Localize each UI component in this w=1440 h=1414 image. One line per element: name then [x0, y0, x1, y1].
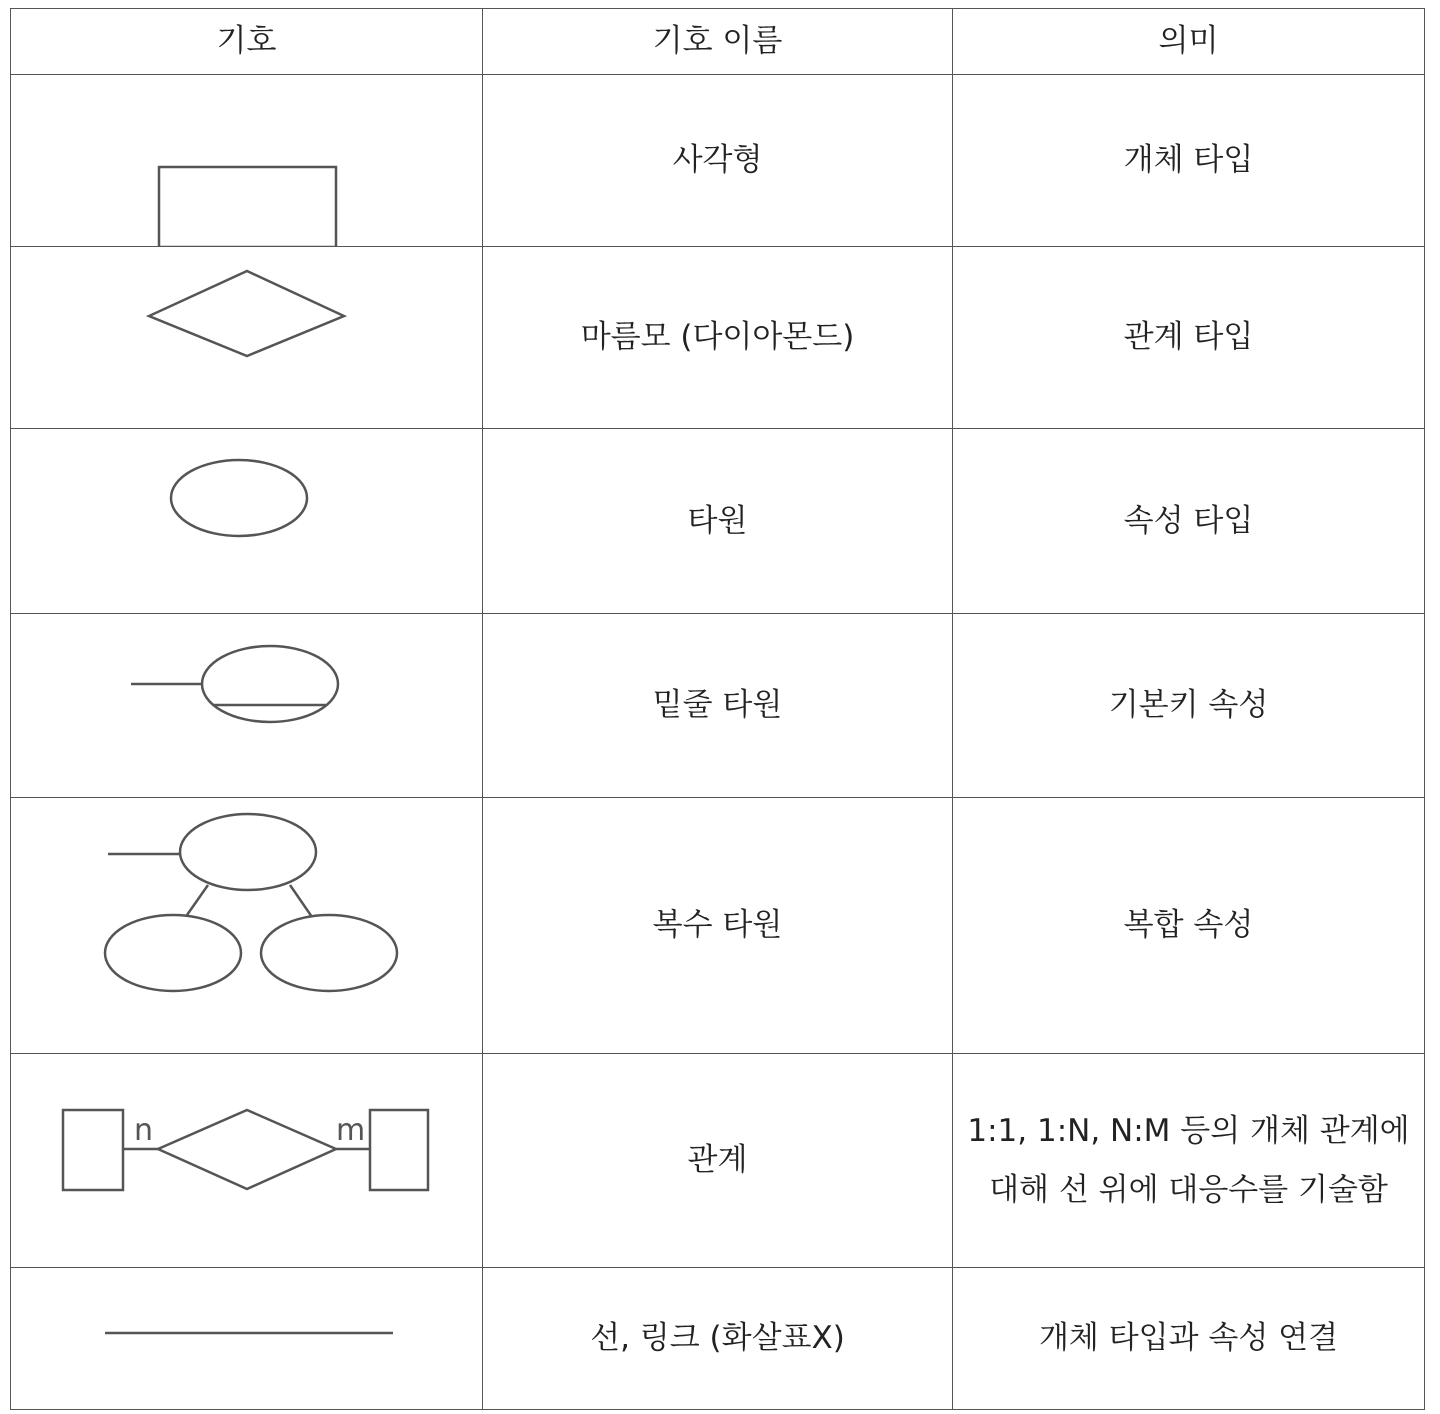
symbol-meaning: 개체 타입과 속성 연결: [953, 1268, 1425, 1410]
table-row: [11, 429, 1425, 614]
table-row: [11, 247, 1425, 429]
symbol-meaning: 1:1, 1:N, N:M 등의 개체 관계에 대해 선 위에 대응수를 기술함: [953, 1054, 1425, 1268]
symbol-cell: [11, 614, 483, 798]
header-row: [11, 9, 1425, 75]
symbol-cell: [11, 247, 483, 429]
symbol-name: 복수 타원: [483, 798, 953, 1054]
symbol-name: 마름모 (다이아몬드): [483, 247, 953, 429]
underlined-ellipse-icon: [11, 614, 483, 797]
symbol-meaning: 복합 속성: [953, 798, 1425, 1054]
table-row: [11, 614, 1425, 798]
symbol-cell: [11, 798, 483, 1054]
header-symbol: 기호: [11, 9, 483, 75]
line-icon: [11, 1268, 483, 1409]
symbol-cell: [11, 429, 483, 614]
symbol-meaning: 관계 타입: [953, 247, 1425, 429]
multiple-ellipse-icon: [11, 798, 483, 1053]
diamond-icon: [11, 247, 483, 428]
table-row: [11, 75, 1425, 247]
symbol-name: 타원: [483, 429, 953, 614]
relationship-icon: [11, 1054, 483, 1267]
symbol-name: 관계: [483, 1054, 953, 1268]
header-meaning: 의미: [953, 9, 1425, 75]
symbol-meaning: 기본키 속성: [953, 614, 1425, 798]
symbol-cell: [11, 1054, 483, 1268]
cardinality-label-n: n: [134, 1113, 154, 1148]
symbol-meaning: 개체 타입: [953, 75, 1425, 247]
table-row: [11, 1054, 1425, 1268]
er-symbol-table: [10, 8, 1425, 1410]
rectangle-icon: [11, 75, 483, 246]
ellipse-icon: [11, 429, 483, 613]
table-row: [11, 1268, 1425, 1410]
symbol-name: 사각형: [483, 75, 953, 247]
symbol-name: 밑줄 타원: [483, 614, 953, 798]
cardinality-label-m: m: [336, 1113, 366, 1148]
header-symbol-name: 기호 이름: [483, 9, 953, 75]
symbol-cell: [11, 75, 483, 247]
symbol-name: 선, 링크 (화살표X): [483, 1268, 953, 1410]
table-row: [11, 798, 1425, 1054]
symbol-cell: [11, 1268, 483, 1410]
symbol-meaning: 속성 타입: [953, 429, 1425, 614]
